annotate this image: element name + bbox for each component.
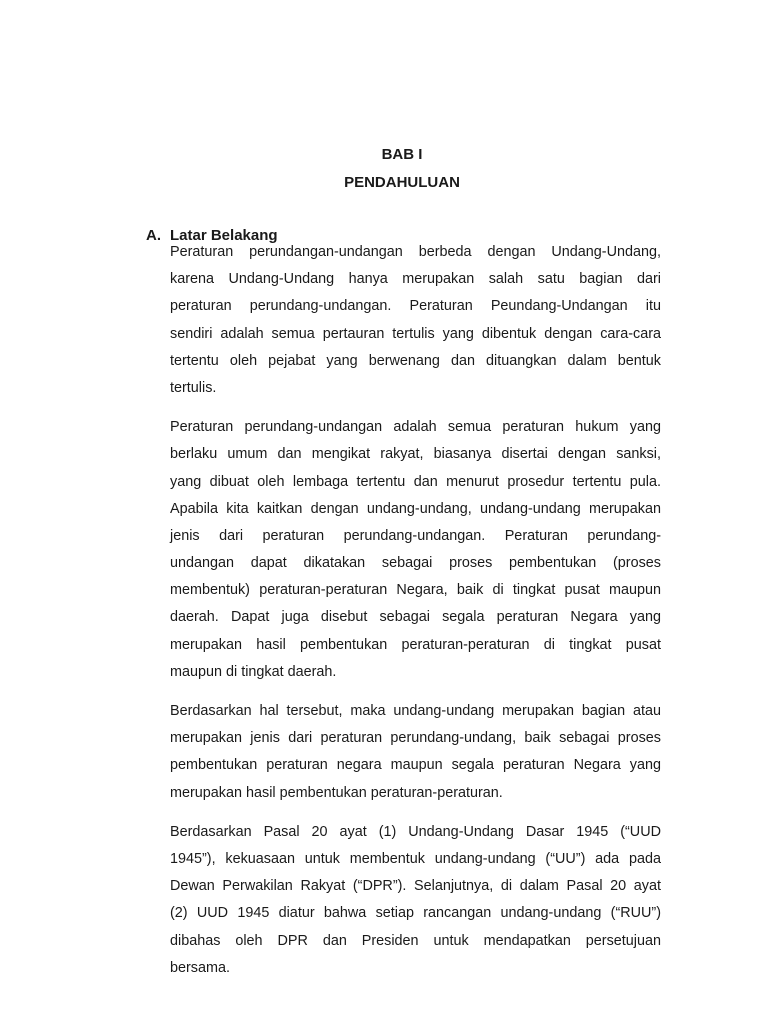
paragraph-line: bersama. [170, 959, 230, 976]
paragraph-line: Berdasarkan Pasal 20 ayat (1) Undang-Undang Dasar 1945 (“UUD [170, 823, 661, 840]
paragraph-line: sendiri adalah semua pertauran tertulis yang dibentuk dengan cara-cara [170, 325, 661, 342]
paragraph-line: Dewan Perwakilan Rakyat (“DPR”). Selanjutnya, di dalam Pasal 20 ayat [170, 878, 661, 895]
section-title: Latar Belakang [170, 227, 278, 244]
paragraph-line: dibahas oleh DPR dan Presiden untuk mendapatkan persetujuan [170, 932, 661, 949]
paragraph-line: jenis dari peraturan perundang-undangan. Peraturan perundang- [170, 527, 661, 544]
paragraph-line: Peraturan perundang-undangan adalah semua peraturan hukum yang [170, 419, 661, 436]
paragraph-1 [170, 239, 661, 402]
paragraph-line: daerah. Dapat juga disebut sebagai segala peraturan Negara yang [170, 609, 661, 626]
paragraph-line: tertentu oleh pejabat yang berwenang dan dituangkan dalam bentuk [170, 352, 661, 369]
paragraph-2 [170, 414, 661, 686]
section-marker: A. [146, 227, 161, 244]
paragraph-4 [170, 819, 661, 982]
paragraph-line: merupakan jenis dari peraturan perundang-undang, baik sebagai proses [170, 730, 661, 747]
paragraph-line: 1945”), kekuasaan untuk membentuk undang-undang (“UU”) ada pada [170, 850, 661, 867]
paragraph-line: Apabila kita kaitkan dengan undang-undang, undang-undang merupakan [170, 500, 661, 517]
paragraph-line: berlaku umum dan mengikat rakyat, biasanya disertai dengan sanksi, [170, 446, 661, 463]
paragraph-line: undangan dapat dikatakan sebagai proses pembentukan (proses [170, 555, 661, 572]
paragraph-line: karena Undang-Undang hanya merupakan salah satu bagian dari [170, 271, 661, 288]
body-text [170, 239, 661, 994]
paragraph-line: pembentukan peraturan negara maupun segala peraturan Negara yang [170, 757, 661, 774]
chapter-title: PENDAHULUAN [344, 174, 460, 191]
paragraph-line: Peraturan perundangan-undangan berbeda dengan Undang-Undang, [170, 244, 661, 260]
paragraph-line: (2) UUD 1945 diatur bahwa setiap rancangan undang-undang (“RUU”) [170, 905, 661, 922]
paragraph-line: peraturan perundang-undangan. Peraturan Peundang-Undangan itu [170, 298, 661, 315]
chapter-number: BAB I [381, 146, 423, 163]
paragraph-line: merupakan hasil pembentukan peraturan-peraturan di tingkat pusat [170, 636, 661, 653]
paragraph-line: Berdasarkan hal tersebut, maka undang-undang merupakan bagian atau [170, 703, 661, 719]
paragraph-line: tertulis. [170, 379, 217, 396]
paragraph-line: maupun di tingkat daerah. [170, 663, 337, 680]
paragraph-line: merupakan hasil pembentukan peraturan-peraturan. [170, 784, 503, 801]
paragraph-3 [170, 698, 661, 807]
paragraph-line: yang dibuat oleh lembaga tertentu dan menurut prosedur tertentu pula. [170, 473, 661, 490]
paragraph-line: membentuk) peraturan-peraturan Negara, baik di tingkat pusat maupun [170, 582, 661, 599]
